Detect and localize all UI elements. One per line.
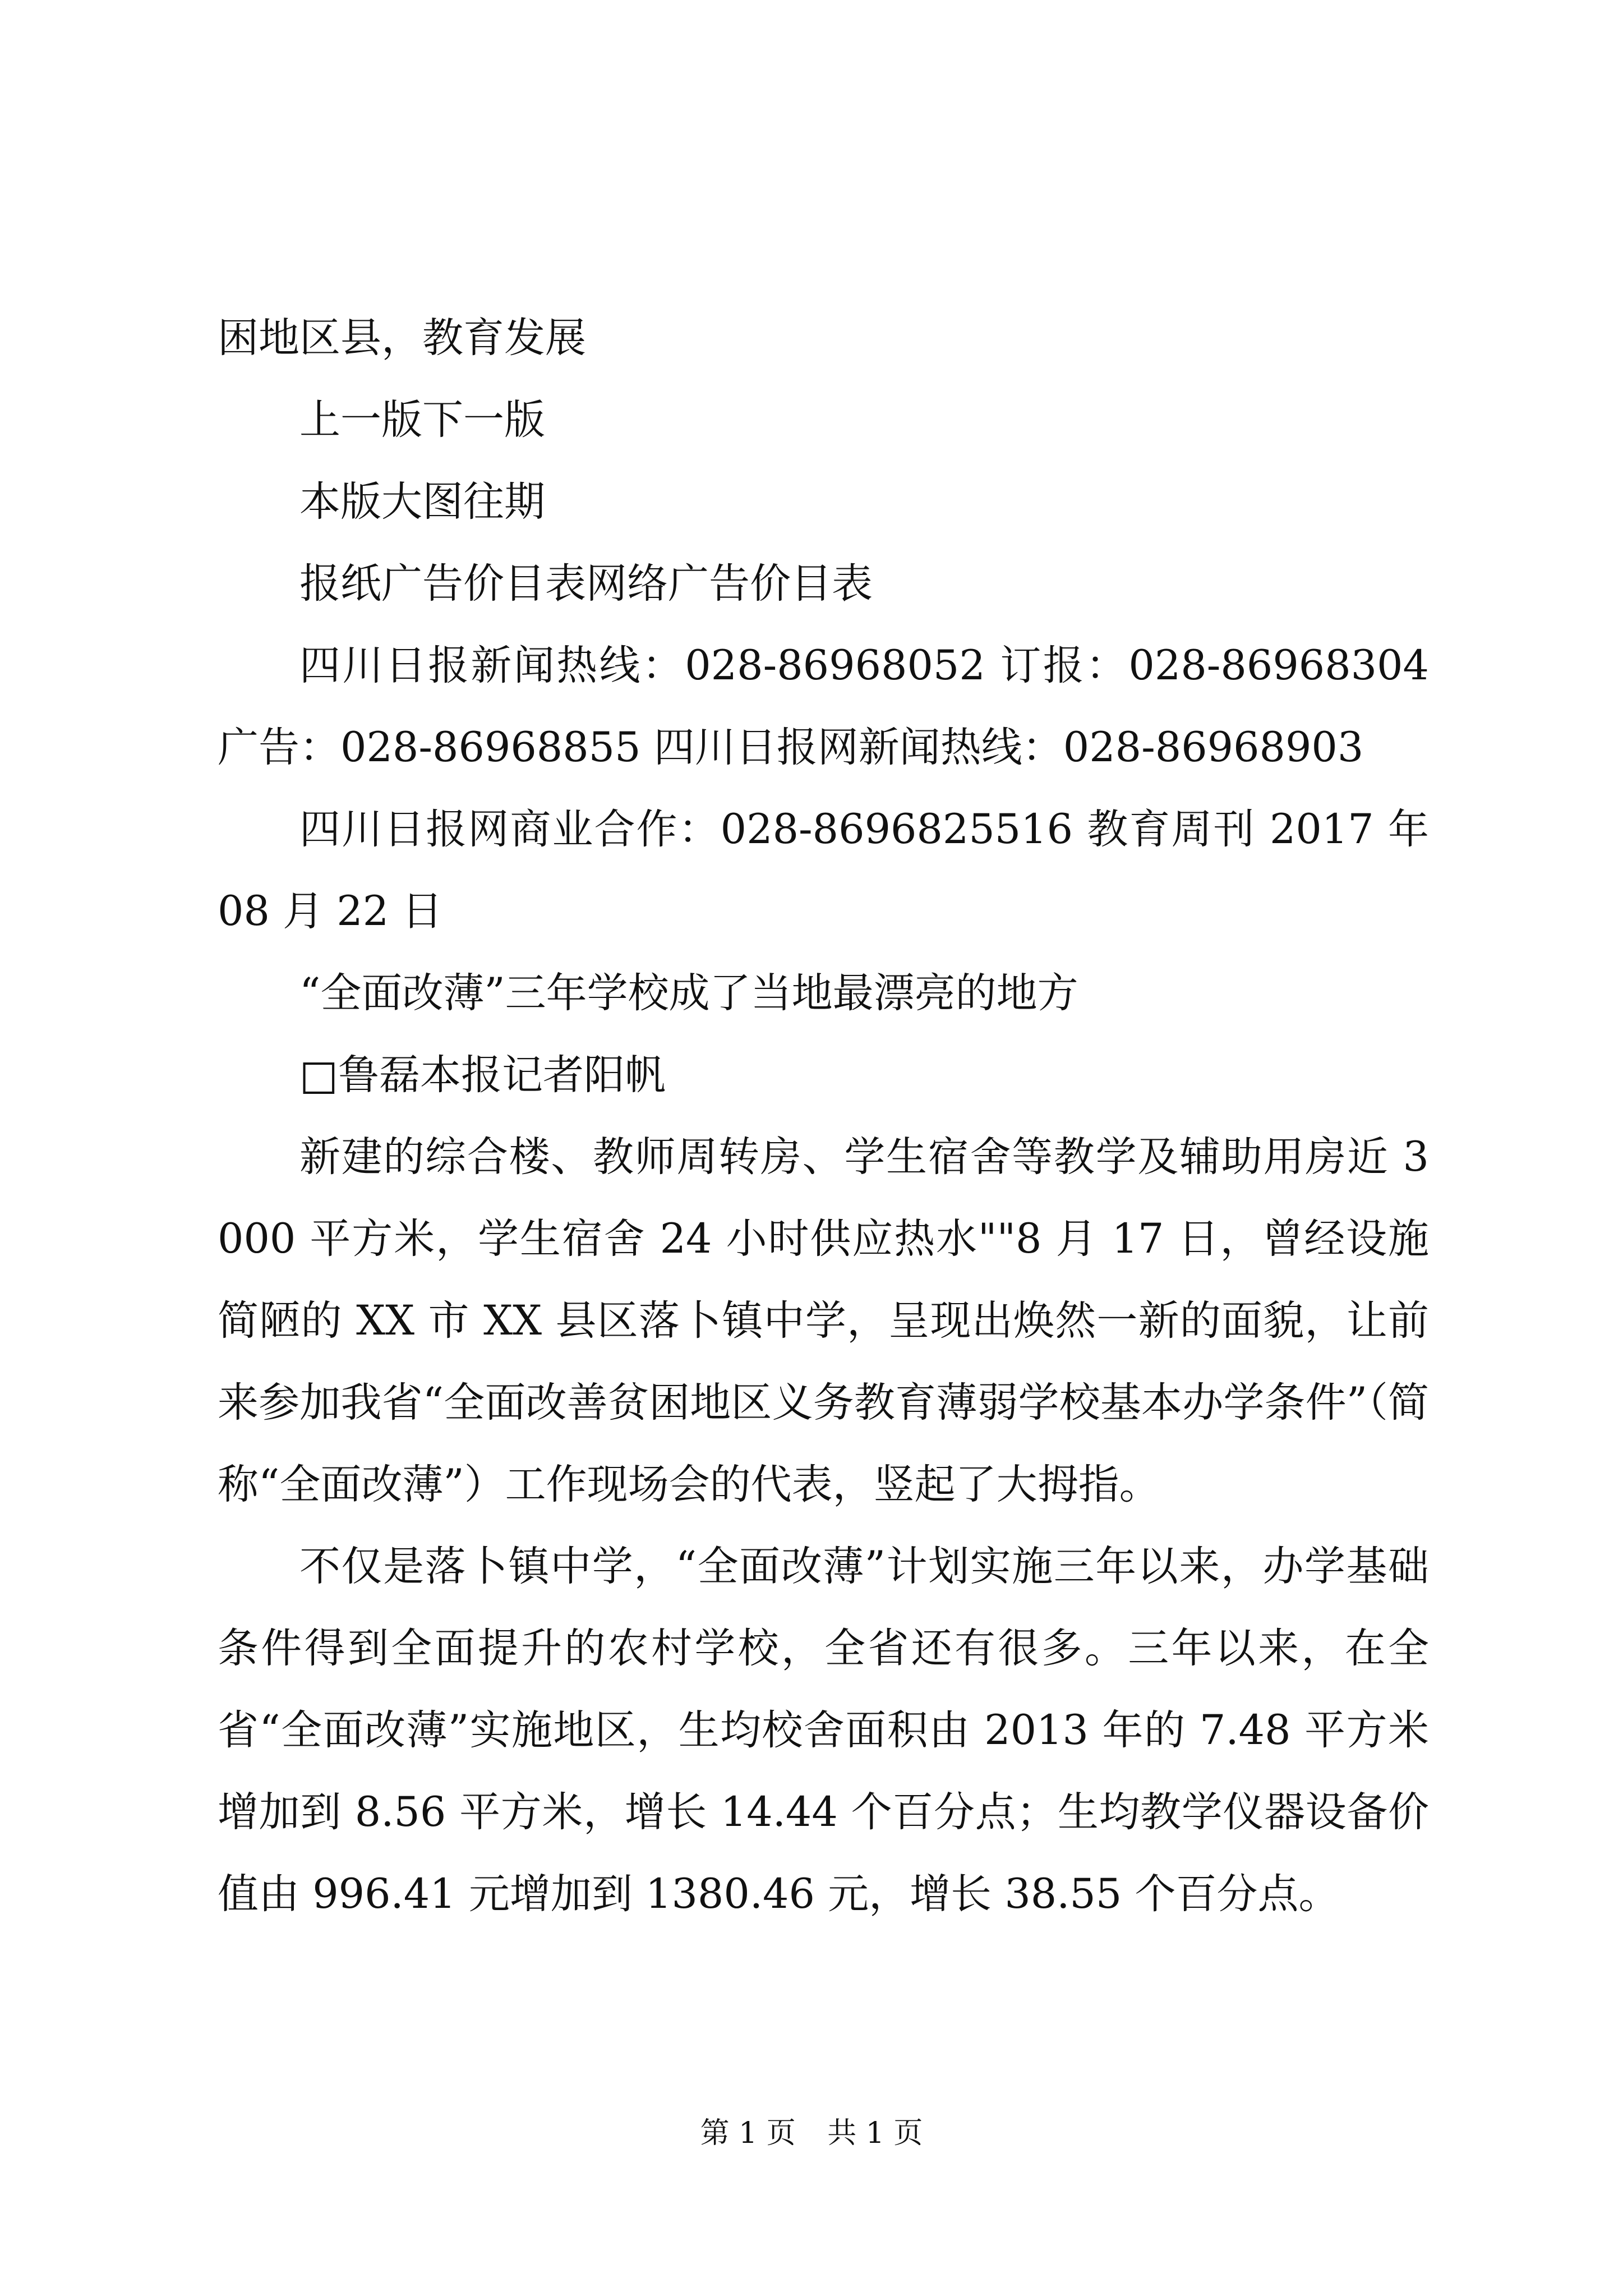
paragraph-ad-price-links: 报纸广告价目表网络广告价目表 <box>299 560 873 608</box>
article-paragraph-1: 新建的综合楼、教师周转房、学生宿舍等教学及辅助用房近 3000 平方米，学生宿舍 24 小时供应热水""8 月 17 日，曾经设施简陋的 XX 市 XX 县区落卜镇中学，呈现出焕然一新的面貌，让前来参加我省“全面改善贫困地区义务教育薄弱学校基本办学条件”（简称“全面改薄”）工作现场会的代表，竖起了大拇指。 <box>218 1133 1429 1508</box>
article-byline: □鲁磊本报记者阳帆 <box>299 1051 666 1099</box>
page-footer <box>0 2114 1623 2153</box>
paragraph-hotlines: 四川日报新闻热线：028-86968052 订报：028-86968304 广告：028-86968855 四川日报网新闻热线：028-86968903 <box>218 642 1429 771</box>
page-number-label: 第 1 页 <box>700 2116 796 2150</box>
document-body <box>218 297 1429 1935</box>
paragraph-intro-fragment: 困地区县，教育发展 <box>218 314 586 362</box>
page-total-label: 共 1 页 <box>827 2116 923 2150</box>
article-paragraph-2: 不仅是落卜镇中学，“全面改薄”计划实施三年以来，办学基础条件得到全面提升的农村学校，全省还有很多。三年以来，在全省“全面改薄”实施地区，生均校舍面积由 2013 年的 7.48 平方米增加到 8.56 平方米，增长 14.44 个百分点；生均教学仪器设备价值由 996.41 元增加到 1380.46 元，增长 38.55 个百分点。 <box>218 1543 1429 1918</box>
paragraph-archive-links: 本版大图往期 <box>299 478 545 526</box>
article-title: “全面改薄”三年学校成了当地最漂亮的地方 <box>299 969 1078 1017</box>
paragraph-business-date: 四川日报网商业合作：028-8696825516 教育周刊 2017 年 08 月 22 日 <box>218 806 1429 935</box>
paragraph-page-nav: 上一版下一版 <box>299 396 545 444</box>
